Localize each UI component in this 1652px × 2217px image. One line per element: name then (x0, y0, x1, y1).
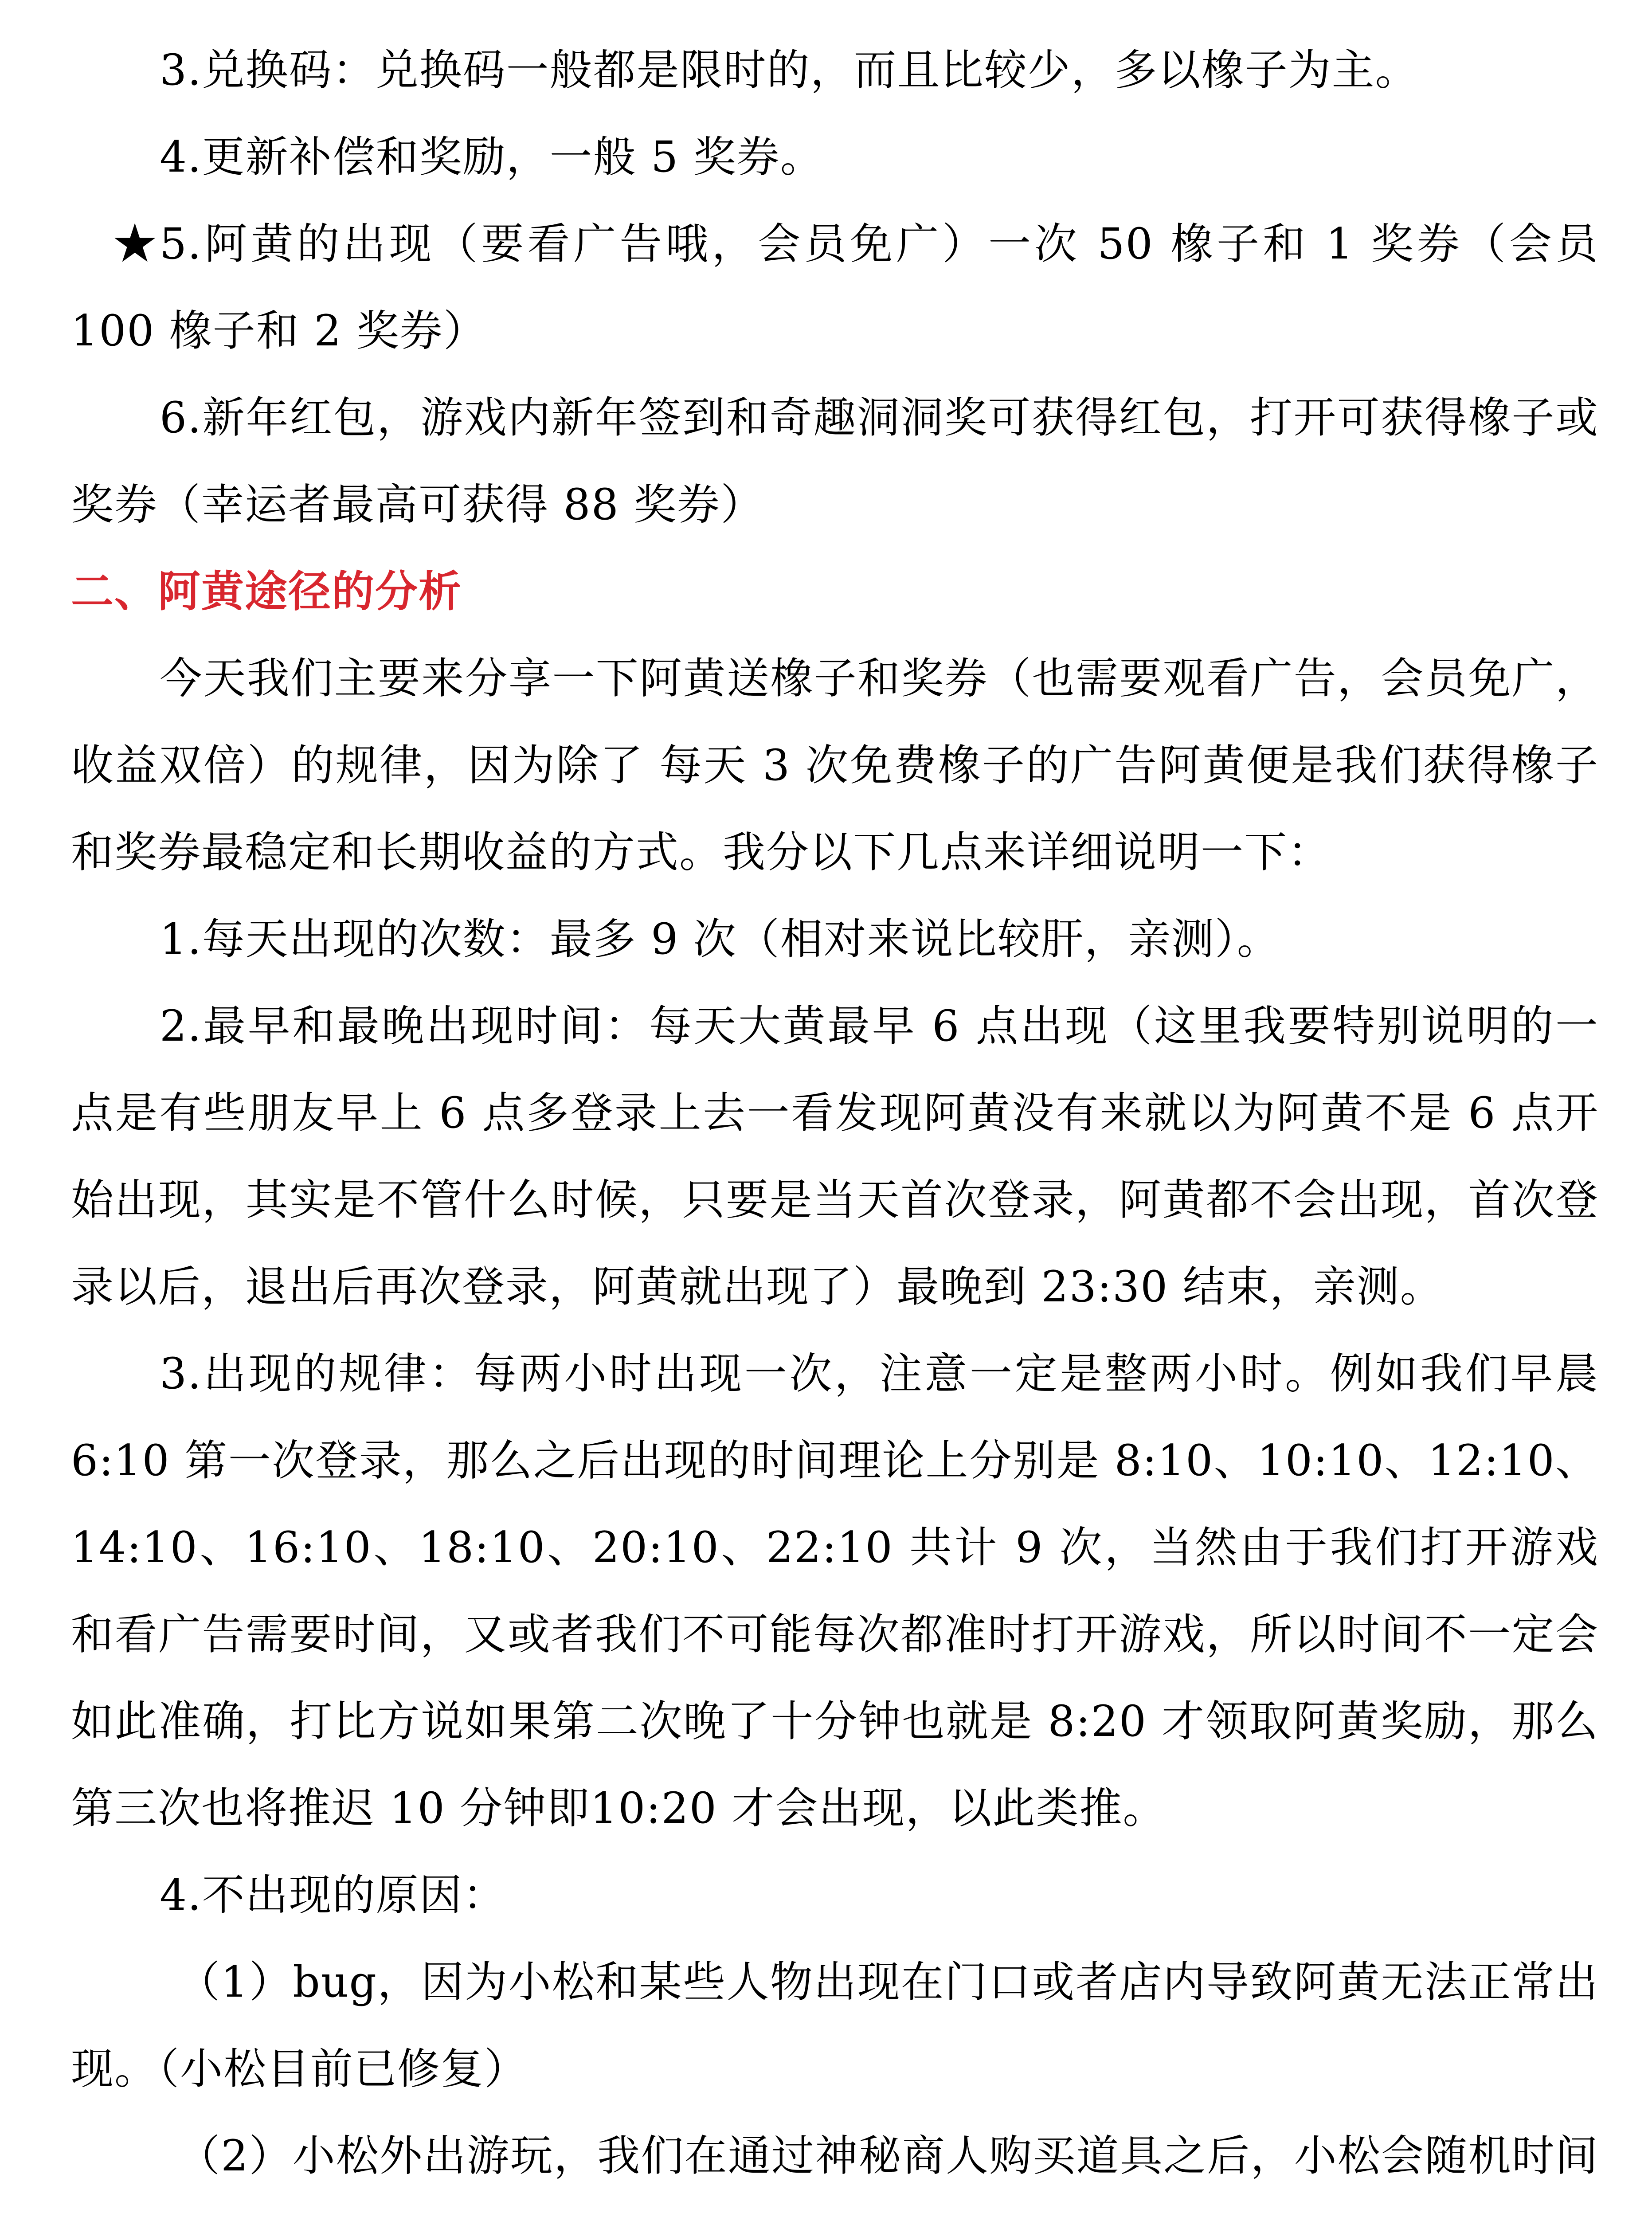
point-earliest-latest: 2.最早和最晚出现时间：每天大黄最早 6 点出现（这里我要特别说明的一点是有些朋友早上 6 点多登录上去一看发现阿黄没有来就以为阿黄不是 6 点开始出现，其实是不管什么时候，只要是当天首次登录，阿黄都不会出现，首次登录以后，退出后再次登录，阿黄就出现了）最晚到 23:30 结束，亲测。 (71, 1001, 1599, 1312)
section-heading: 二、阿黄途径的分析 (71, 566, 462, 616)
point-daily-count: 1.每天出现的次数：最多 9 次（相对来说比较肝，亲测）。 (160, 914, 1280, 964)
star-icon: ★ (111, 213, 160, 274)
reason-outing: （2）小松外出游玩，我们在通过神秘商人购买道具之后，小松会随机时间 (177, 2131, 1599, 2181)
reason-bug: （1）bug，因为小松和某些人物出现在门口或者店内导致阿黄无法正常出现。（小松目前已修复） (71, 1957, 1599, 2094)
item-new-year-red-packet: 6.新年红包，游戏内新年签到和奇趣洞洞奖可获得红包，打开可获得橡子或奖券（幸运者最高可获得 88 奖券） (71, 393, 1599, 529)
item-update-compensation: 4.更新补偿和奖励，一般 5 奖券。 (160, 132, 824, 182)
item-ahuang-appearance (71, 200, 1599, 374)
item-redeem-code: 3.兑换码：兑换码一般都是限时的，而且比较少，多以橡子为主。 (160, 45, 1419, 95)
point-reasons: 4.不出现的原因： (160, 1870, 506, 1920)
point-pattern: 3.出现的规律：每两小时出现一次，注意一定是整两小时。例如我们早晨 6:10 第一次登录，那么之后出现的时间理论上分别是 8:10、10:10、12:10、14:10、16:10、18:10、20:10、22:10 共计 9 次，当然由于我们打开游戏和看广告需要时间，又或者我们不可能每次都准时打开游戏，所以时间不一定会如此准确，打比方说如果第二次晚了十分钟也就是 8:20 才领取阿黄奖励，那么第三次也将推迟 10 分钟即10:20 才会出现，以此类推。 (71, 1349, 1599, 1833)
section-intro: 今天我们主要来分享一下阿黄送橡子和奖券（也需要观看广告，会员免广，收益双倍）的规律，因为除了 每天 3 次免费橡子的广告阿黄便是我们获得橡子和奖券最稳定和长期收益的方式。我分以下几点来详细说明一下： (71, 654, 1599, 877)
item-ahuang-appearance-text: 5.阿黄的出现（要看广告哦，会员免广）一次 50 橡子和 1 奖券（会员 100 橡子和 2 奖券） (71, 219, 1599, 356)
